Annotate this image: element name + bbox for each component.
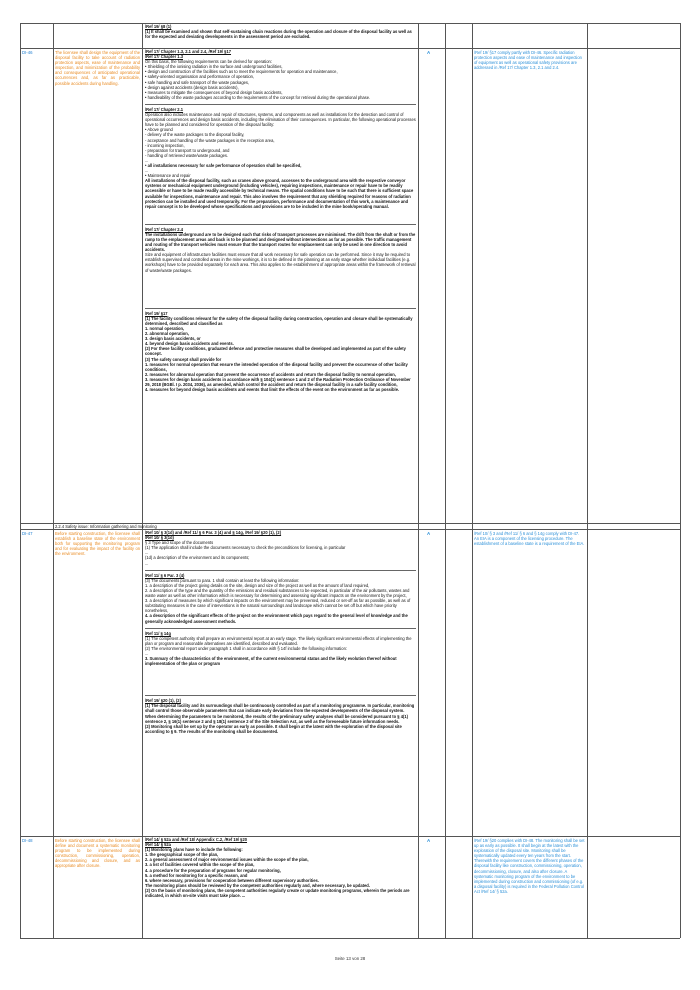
text-line: (1d) a description of the environment and its components; xyxy=(145,555,250,561)
block-divider xyxy=(145,104,416,105)
reference-heading: /Ref 10/ § 3(1d) xyxy=(145,535,174,541)
row-id: DI-48 xyxy=(22,838,33,843)
text-line: 4. a procedure for the preparation of programs for regular monitoring, xyxy=(145,867,281,873)
text-line: ... xyxy=(145,650,149,656)
text-line: On this basis, the following requirements can be derived for operation: xyxy=(145,59,272,65)
text-line: (3) The documents pursuant to para. 1 shall contain at least the following information: xyxy=(145,577,300,583)
text-line: The installations underground are to be designed such that risks of transport processes are minimised. The drift from the shaft or from the ramp to the emplacement areas and back is to be planned and designed without intersections as far as possible. The traffic management and routing of the transport vehicles must ensure that the transport routes for emplacement can only be used in one direction to avoid accidents. xyxy=(145,231,416,253)
text-line: (3) The safety concept shall provide for xyxy=(145,356,222,362)
text-line: • design and construction of the facilities such as to meet the requirements for operation and maintenance, xyxy=(145,69,338,75)
text-line: - delivery of the waste packages to the disposal facility, xyxy=(145,132,245,138)
reference-heading: /Ref 14/ § 52a and /Ref 18/ Appendix C.2, /Ref 19/ §20 xyxy=(145,837,248,842)
text-line: 4. measures for beyond design basis accidents and events that limit the effects of the event on the environment as far as possible. xyxy=(145,387,400,393)
rating: A xyxy=(427,838,431,843)
text-line: 1. measures for normal operation that ensure the intended operation of the disposal facility and prevent the occurrence of other facility conditions, xyxy=(145,361,408,372)
section-heading: 2.2.4 Safety issue: Information gathering and monitoring xyxy=(55,524,157,529)
requirement-text: The licensee shall design the equipment of the disposal facility to take account of radiation protection aspects, ease of maintenance and inspection, and minimization of the probability and consequences of anticipated operational occurrences and, as far as practicable, possible accidents during handling. xyxy=(55,50,140,86)
text-line: (1) Monitoring plans have to include the following: xyxy=(145,847,243,853)
text-line: 3. a list of facilities covered within the scope of the plan, xyxy=(145,862,255,868)
reference-text xyxy=(145,530,416,738)
table-column-divider xyxy=(445,23,446,938)
text-line: • handleability of the waste packages according to the requirements of the concept for retrieval during the operational phase. xyxy=(145,94,371,100)
text-line: • Above ground xyxy=(145,127,173,133)
page-number: Seite 13 von 28 xyxy=(334,956,366,961)
reference-heading: /Ref 17/ Chapter 1.3 xyxy=(145,54,183,60)
text-line: - acceptance and handling of the waste packages in the reception area, xyxy=(145,137,275,143)
text-line: • safe handling and safe transport of the waste packages, xyxy=(145,79,250,85)
text-line: (1) The application shall include the documents necessary to check the preconditions for licensing, in particular xyxy=(145,545,346,551)
reference-heading: /Ref 17/ Chapter 1.3, 2.1 and 2.4, /Ref 19/ §17 xyxy=(145,49,232,54)
reference-heading: /Ref 11/ § 14g xyxy=(145,630,171,636)
text-line: - incoming inspection, xyxy=(145,142,185,148)
text-line: • design against accidents (design basis accidents), xyxy=(145,84,239,90)
text-line: 5. a method for monitoring for a specific reason, and xyxy=(145,872,248,878)
text-line: - handling of retrieved waste/waste packages. xyxy=(145,152,229,158)
table-column-divider xyxy=(472,23,473,938)
table-border-right xyxy=(680,23,681,938)
text-line: (2) For these facility conditions, graduated defence and protective measures shall be developed and implemented as part of the safety concept. xyxy=(145,346,406,357)
comment-text: /Ref 10/ § 3 and /Ref 11/ § 6 and § 14g comply with DI-47. An EIA is a component of the licensing procedure. The establishment of a baseline state is a requirement of the EIA. xyxy=(474,531,585,547)
text-line: (1) It shall be examined and shown that self-sustaining chain reactions during the operation and closure of the disposal facility as well as for the expected and deviating developments in the assessment period are excluded. xyxy=(145,29,412,40)
reference-heading: /Ref 17/ Chapter 2.4 xyxy=(145,226,183,232)
text-line: (1) The disposal facility and its surroundings shall be continuously controlled as part of a monitoring programme. In particular, monitoring shall control those observable parameters that can indicate early deviations from the expected developments of the disposal system. When determining the parameters to be monitored, the results of the preliminary safety analyses shall be considered pursuant to § 4(1) sentence 2, § 16(1) sentence 2 and § 18(1) sentence 2 of the Site Selection Act, as well as the foreseeable future information needs. xyxy=(145,703,415,724)
text-line: 2. a description of the type and the quantity of the emissions and residual substances to be expected, in particular of the air pollutants, wastes and waste water as well as other information which is necessary for determining and assessing significant impacts on the environment by the project, xyxy=(145,587,410,599)
table-border-bottom xyxy=(20,938,680,939)
text-line: • measures to mitigate the consequences of beyond design basis accidents, xyxy=(145,89,283,95)
text-line: Operation also includes maintenance and repair of structures, systems, and components as well as installations for the detection and control of operational occurrences and design basis accidents, including the elimination of their consequences. In particular, the following operational processes have to be planned and considered for operation of the disposal facility: xyxy=(145,112,416,128)
text-line: 3. a description of measures by which significant impacts on the environment may be prevented, reduced or set-off as far as possible, as well as of substituting measures in the case of interventions in the natural surroundings and landscape which cannot be set off but which have priority nonetheless, xyxy=(145,598,411,614)
text-line: 4. a description of the significant effects of the project on the environment which pays regard to the general level of knowledge and the generally acknowledged assessment methods. xyxy=(145,613,408,624)
text-line: The monitoring plans should be reviewed by the competent authorities regularly and, where necessary, be updated. xyxy=(145,882,370,888)
text-line: 1. normal operation, xyxy=(145,325,185,331)
text-line: 2. a general assessment of major environmental issues within the scope of the plan, xyxy=(145,857,309,863)
text-line: 2. measures for abnormal operation that prevent the occurrence of accidents and return the disposal facility to normal operation, xyxy=(145,371,396,377)
comment-text: /Ref 19/ §17 comply partly with DI-46. Specific radiation protection aspects and ease of maintenance and inspection of equipment as well as operational safety provisions are addressed in /Ref 17/ Chapter 1.3, 2.1 and 2.4. xyxy=(474,50,582,71)
text-line: (2) Monitoring shall be set up by the operator as early as possible. It shall begin at the latest with the exploration of the disposal site according to § 9. The results of the monitoring shall be documented. xyxy=(145,723,402,734)
text-line: 6. where necessary, provisions for cooperation between different supervisory authorities. xyxy=(145,877,319,883)
table-column-divider xyxy=(142,23,143,938)
reference-heading: /Ref 11/ § 6 Par. 3 (4) xyxy=(145,572,185,578)
reference-heading: /Ref 19/ §17 xyxy=(145,310,168,316)
text-line: (1) The facility conditions relevant for the safety of the disposal facility during construction, operation and closure shall be systematically determined, described and classified as xyxy=(145,315,413,326)
text-line: 1. the geographical scope of the plan, xyxy=(145,852,219,858)
table-border-left xyxy=(20,23,21,938)
reference-heading: /Ref 10/ § 3(1d) and /Ref 11/ § 6 Par. 3 (4) and § 14g, /Ref 19/ §20 (1), (2) xyxy=(145,530,282,535)
requirement-text: Before starting construction, the licensee shall establish a baseline state of the environment both for supporting the monitoring program and for evaluating the impact of the facility on the environment. xyxy=(55,531,140,557)
text-line: 1. a description of the project giving details on the site, design and size of the project as well as the amount of land required, xyxy=(145,582,370,588)
text-line: - preparation for transport to underground, and xyxy=(145,147,230,153)
rating: A xyxy=(427,50,431,55)
table-column-divider xyxy=(53,23,54,938)
reference-heading: /Ref 19/ §20 (1), (2) xyxy=(145,698,181,704)
block-divider xyxy=(145,628,416,629)
rating: A xyxy=(427,531,431,536)
text-line: 3. design basis accidents, or xyxy=(145,336,201,342)
text-line: 3. measures for design basis accidents in accordance with § 104(1) sentence 1 and 2 of the Radiation Protection Ordinance of November 29, 2018 (BGBl. I p. 2034, 2036), as amended, which control the accident and return the disposal facility in a safe facility condition, xyxy=(145,376,411,387)
text-line: ... xyxy=(145,560,149,566)
reference-text xyxy=(145,837,416,902)
text-line: • Shielding of the ionising radiation in the surface and underground facilities, xyxy=(145,64,283,70)
row-id: DI-46 xyxy=(22,50,33,55)
text-line: 4. beyond design basis accidents and events. xyxy=(145,341,234,347)
text-line: All installations of the disposal facility, such as cranes above ground, accesses to the underground area with the respective conveyor systems or mechanical equipment underground (including vehicles), requiring inspections, maintenance or repair have to be readily accessible or have to be made readily accessible by technical means. The spatial conditions have to be such that there is sufficient space available for inspections, maintenance and repair. This also involves the requirement that any shielding required for reasons of radiation protection can be installed and used temporarily. For the preparation, performance and documentation of this work, a maintenance and repair concept is to be developed whose specifications and provisions are to be included in the mine book/operating manual. xyxy=(145,178,414,209)
text-line: Size and equipment of infrastructure facilities must ensure that all work necessary for safe operation can be performed. Since it may be required to establish supervised and controlled areas in the mine workings, it is to be defined in the planning at an early stage whether individual facilities (e.g. workshops) have to be provided separately for each area. This also applies to the establishment of appropriate areas within the framework of retrieval of waste/waste packages. xyxy=(145,252,416,273)
row-id: DI-47 xyxy=(22,531,33,536)
text-line: ... xyxy=(145,550,149,556)
text-line: 3. Summary of the characteristics of the environment, of the current environmental status and the likely evolution thereof without implementation of the plan or program xyxy=(145,656,397,667)
block-divider xyxy=(145,570,416,571)
comment-text: /Ref 19/ §20 complies with DI-48. The monitoring shall be set up as early as possible. It shall begin at the latest with the exploration of the disposal site. Monitoring shall be systematically updated every ten years from the start. Therewith the requirement covers the different phases of the disposal facility like construction, commissioning, operation, decommissioning, closure, and also after closure. A systematic monitoring program of the environment to be implemented during construction and commissioning (of e.g. a disposal facility) is required in the Federal Pollution Control Act /Ref 14/ § 52a. xyxy=(474,838,585,894)
text-line: • all installations necessary for safe performance of operation shall be specified, xyxy=(145,162,302,168)
text-line: ... xyxy=(145,168,149,174)
text-line: 2. abnormal operation, xyxy=(145,331,189,337)
text-line: (2) The environmental report under paragraph 1 shall in accordance with § 14f include the following information: xyxy=(145,645,347,651)
reference-text xyxy=(145,49,416,396)
text-line: ... xyxy=(145,157,149,163)
reference-heading: /Ref 19/ §8 (1) xyxy=(145,24,172,29)
text-line: § 3 Type and scope of the documents xyxy=(145,540,214,546)
block-divider xyxy=(145,224,416,225)
table-column-divider xyxy=(587,23,588,938)
block-divider xyxy=(145,695,416,696)
text-line: • safety-oriented organisation and performance of operation, xyxy=(145,74,255,80)
text-line: (1) The competent authority shall prepare an environmental report at an early stage. The likely significant environmental effects of implementing the plan or program and reasonable alternatives are identified, described and evaluated. xyxy=(145,635,412,646)
block-divider xyxy=(145,308,416,309)
reference-heading: /Ref 14/ § 52a xyxy=(145,842,171,848)
reference-heading: /Ref 17/ Chapter 2.1 xyxy=(145,106,183,112)
requirement-text: Before starting construction, the licensee shall define and document a systematic monitoring program to be implemented during construction, commissioning, operation, decommissioning and closure, and as appropriate after closure. xyxy=(55,838,140,869)
text-line: (2) On the basis of monitoring plans, the competent authorities regularly create or update monitoring programs, wherein the periods are indicated, in which on-site visits must take place. ... xyxy=(145,887,410,899)
top-row-text xyxy=(145,24,415,39)
text-line: • Maintenance and repair xyxy=(145,173,191,179)
table-column-divider xyxy=(418,23,419,938)
